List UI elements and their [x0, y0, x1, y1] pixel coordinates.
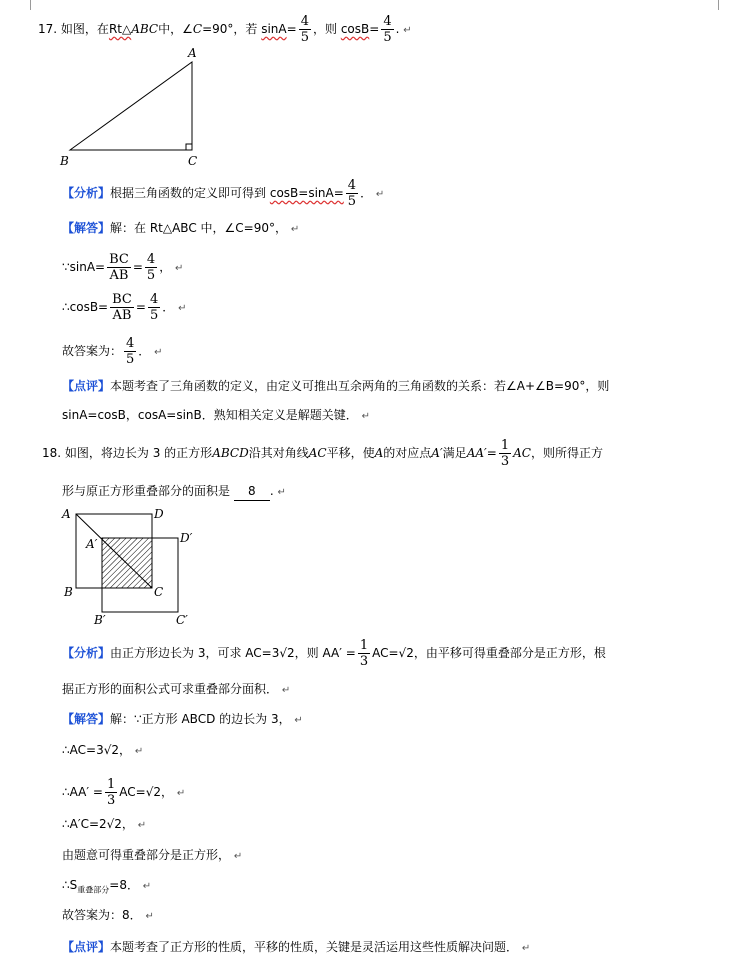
q18-answer-line6 [62, 876, 151, 899]
q17-number: 17. [38, 22, 58, 36]
q17-answer-line1 [62, 219, 299, 239]
q17-text: =90°，若 [202, 22, 258, 36]
q18-answer-line3 [62, 777, 185, 808]
analysis-expr: AA′ = [322, 646, 356, 660]
paragraph-mark: ↵ [154, 347, 163, 358]
label-b: B [60, 154, 69, 168]
q17-comment-line2 [62, 406, 370, 426]
answer-text: =8． [109, 878, 139, 892]
q18-a-prime: A′ [431, 446, 443, 460]
frac-den: 3 [500, 454, 510, 469]
frac-den: 5 [300, 30, 309, 45]
q18-text: 平移，使 [326, 446, 375, 460]
answer-text: AC=√2， [119, 785, 173, 799]
q18-a: A [374, 446, 384, 460]
q18-abcd: ABCD [212, 446, 249, 460]
label-c-prime: C′ [176, 613, 188, 627]
bc-ab-fraction [107, 252, 131, 283]
comment-text: 本题考查了正方形的性质，平移的性质，关键是灵活运用这些性质解决问题． [110, 940, 519, 954]
analysis-tag: 【分析】 [62, 646, 111, 660]
frac-num: 4 [126, 336, 135, 351]
paragraph-mark: ↵ [281, 685, 291, 696]
q17-final-answer: 故答案为： $\frac{4}{5}$ ． ↵ [62, 336, 163, 367]
frac-num: BC [109, 252, 129, 267]
paragraph-mark: ↵ [290, 224, 300, 235]
analysis-expr: AC=3√2，则 [245, 646, 319, 660]
q17-text: 中，∠ [158, 22, 193, 36]
q17-sinA: sinA [261, 22, 287, 36]
label-b-prime: B′ [94, 613, 106, 627]
answer-text: ∴AC=3√2， [62, 743, 131, 757]
label-d-prime: D′ [180, 531, 193, 545]
page-corner-right [718, 0, 719, 10]
paragraph-mark: ↵ [178, 303, 187, 314]
paragraph-mark: ↵ [361, 411, 370, 422]
final-answer-fraction [124, 336, 136, 367]
frac-den: 5 [146, 268, 156, 283]
q17-answer-fraction [381, 14, 393, 45]
sin-expression: ∵sinA= [62, 260, 106, 274]
q17-comment-line1 [62, 377, 609, 395]
analysis-fraction [346, 178, 358, 209]
frac-den: 3 [359, 654, 369, 669]
paragraph-mark: ↵ [142, 881, 152, 892]
paragraph-mark: ↵ [176, 788, 186, 799]
q18-number: 18. [42, 446, 62, 460]
paragraph-mark: ↵ [134, 746, 144, 757]
q18-text: ，则所得正方 [530, 446, 603, 460]
label-a-prime: A′ [86, 537, 98, 551]
analysis-text: 根据三角函数的定义即可得到 [110, 186, 267, 200]
q18-text: 形与原正方形重叠部分的面积是 [62, 484, 231, 498]
comment-text: 本题考查了三角函数的定义，由定义可推出互余两角的三角函数的关系：若∠A+∠B=90°，则 [110, 379, 610, 393]
four-fifths-fraction [148, 292, 160, 323]
paragraph-mark: ↵ [294, 715, 303, 726]
analysis-text: 据正方形的面积公式可求重叠部分面积． [62, 682, 279, 696]
frac-den: 5 [383, 30, 392, 45]
answer-text: 解：在 Rt△ABC 中，∠C=90°， [110, 221, 287, 235]
paragraph-mark: ↵ [375, 189, 385, 200]
one-third-fraction [358, 638, 370, 669]
q18-stem-line1 [42, 438, 603, 469]
q17-fraction [299, 14, 311, 45]
answer-text: 解：∵正方形 ABCD 的边长为 3， [110, 712, 291, 726]
frac-den: 3 [106, 793, 116, 808]
paragraph-mark: ↵ [277, 487, 286, 498]
q17-triangle-figure [58, 44, 218, 172]
subscript-overlap: 重叠部分 [77, 885, 110, 895]
frac-num: 4 [347, 178, 357, 193]
one-third-fraction [499, 438, 511, 469]
label-a: A [188, 46, 197, 60]
cos-expression: ∴cosB= [62, 300, 109, 314]
page-corner-left [30, 0, 31, 10]
q17-cosB: cosB [340, 22, 370, 36]
paragraph-mark: ↵ [403, 25, 412, 36]
analysis-tag: 【分析】 [62, 186, 111, 200]
q18-answer-line1 [62, 710, 303, 730]
frac-den: 5 [347, 194, 357, 209]
analysis-eq: cosB=sinA= [269, 186, 344, 200]
q18-final-answer [62, 906, 154, 926]
q17-analysis: 【分析】根据三角函数的定义即可得到 cosB=sinA= $\frac{4}{5}$ ． ↵ [62, 178, 385, 209]
q18-answer-line2 [62, 741, 143, 761]
frac-den: AB [109, 268, 129, 283]
four-fifths-fraction [145, 252, 157, 283]
q18-squares-figure [58, 504, 228, 628]
label-a: A [62, 507, 71, 521]
q17-text: ，则 [312, 22, 337, 36]
frac-den: AB [112, 308, 132, 323]
paragraph-mark: ↵ [175, 263, 184, 274]
q18-end: . [269, 484, 274, 498]
comment-text: sinA=cosB，cosA=sinB．熟知相关定义是解题关键． [62, 408, 358, 422]
q17-c: C [192, 22, 203, 36]
paragraph-mark: ↵ [233, 851, 243, 862]
one-third-fraction [105, 777, 117, 808]
answer-tag: 【解答】 [62, 221, 111, 235]
frac-num: 4 [383, 14, 392, 29]
q18-ac: AC [308, 446, 327, 460]
frac-num: 4 [146, 252, 156, 267]
bc-ab-fraction [110, 292, 134, 323]
frac-num: 1 [106, 777, 116, 792]
analysis-text: 由正方形边长为 3，可求 [110, 646, 242, 660]
analysis-text: AC=√2，由平移可得重叠部分是正方形，根 [372, 646, 606, 660]
frac-den: 5 [126, 352, 135, 367]
q18-eq: = [486, 446, 497, 460]
frac-den: 5 [149, 308, 159, 323]
label-c: C [154, 585, 164, 599]
comment-tag: 【点评】 [62, 940, 111, 954]
q18-text: 沿其对角线 [248, 446, 309, 460]
q17-answer-line2: ∵sinA= $\frac{BC}{AB}$ = $\frac{4}{5}$ ， ↵ [62, 252, 184, 283]
q18-stem-line2 [62, 482, 286, 502]
frac-num: BC [112, 292, 132, 307]
q18-answer-line4 [62, 815, 146, 835]
q17-stem [38, 14, 412, 45]
frac-num: 1 [359, 638, 369, 653]
q18-aa: AA′ [466, 446, 487, 460]
frac-num: 4 [300, 14, 309, 29]
answer-text: 故答案为：8． [62, 908, 142, 922]
label-d: D [154, 507, 164, 521]
answer-text: 由题意可得重叠部分是正方形， [62, 848, 231, 862]
q18-comment [62, 938, 530, 958]
q17-rt: Rt△ [108, 22, 132, 36]
q17-end: . [395, 22, 400, 36]
q17-eq: = [369, 22, 380, 36]
comment-tag: 【点评】 [62, 379, 111, 393]
right-angle-mark [186, 144, 192, 150]
q17-text: 如图，在 [60, 22, 109, 36]
q17-abc: ABC [131, 22, 159, 36]
q18-text: 的对应点 [383, 446, 432, 460]
q18-text: 满足 [442, 446, 467, 460]
paragraph-mark: ↵ [137, 820, 147, 831]
label-b: B [64, 585, 73, 599]
answer-tag: 【解答】 [62, 712, 111, 726]
label-c: C [188, 154, 198, 168]
q18-analysis-line1 [62, 638, 606, 669]
frac-num: 4 [149, 292, 159, 307]
q18-ac: AC [513, 446, 531, 460]
final-answer-label: 故答案为： [62, 344, 123, 358]
q18-analysis-line2 [62, 680, 290, 700]
paragraph-mark: ↵ [521, 943, 531, 954]
frac-num: 1 [500, 438, 510, 453]
triangle-abc [70, 62, 192, 150]
q17-eq: = [286, 22, 297, 36]
paragraph-mark: ↵ [145, 911, 154, 922]
q17-answer-line3: ∴cosB= $\frac{BC}{AB}$ = $\frac{4}{5}$ ． ↵ [62, 292, 187, 323]
answer-blank: 8 [234, 482, 270, 501]
answer-text: ∴A′C=2√2， [62, 817, 134, 831]
q18-answer-line5 [62, 846, 242, 866]
answer-text: ∴S [62, 878, 78, 892]
answer-text: ∴AA′ = [62, 785, 103, 799]
q18-text: 如图，将边长为 3 的正方形 [64, 446, 213, 460]
